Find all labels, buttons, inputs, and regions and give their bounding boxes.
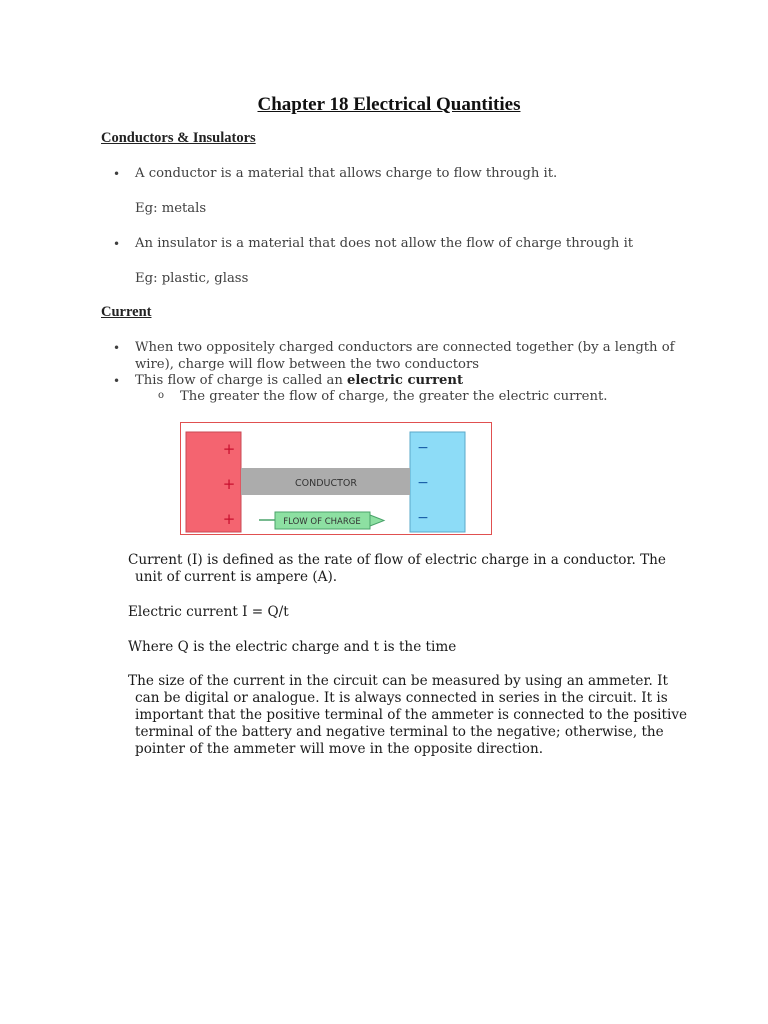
minus-sign: −	[417, 440, 429, 456]
greater-flow-subbullet: The greater the flow of charge, the greater the electric current.	[180, 389, 608, 404]
ammeter-paragraph-line: can be digital or analogue. It is always connected in series in the circuit. It is	[135, 690, 668, 706]
current-definition-line2: unit of current is ampere (A).	[135, 569, 338, 585]
bullet-marker: •	[113, 167, 121, 181]
page-title: Chapter 18 Electrical Quantities	[257, 94, 521, 115]
electric-current-bullet	[135, 372, 463, 389]
ammeter-paragraph-line: important that the positive terminal of the ammeter is connected to the positive	[135, 707, 688, 723]
insulator-example: Eg: plastic, glass	[135, 271, 249, 286]
section-heading-current: Current	[101, 304, 152, 320]
bullet-marker: •	[113, 341, 121, 355]
current-definition-line1: Current (I) is defined as the rate of flow of electric charge in a conductor. The	[128, 552, 666, 568]
electric-current-term: electric current	[347, 373, 464, 388]
conductor-label: CONDUCTOR	[294, 478, 358, 489]
current-formula: Electric current I = Q/t	[128, 604, 289, 620]
plus-sign: +	[222, 510, 236, 528]
charge-flow-diagram	[180, 422, 494, 536]
plus-sign: +	[222, 475, 236, 493]
conductor-definition: A conductor is a material that allows charge to flow through it.	[135, 166, 558, 181]
electric-current-prefix: This flow of charge is called an	[135, 373, 348, 388]
ammeter-paragraph-line: terminal of the battery and negative terminal to the negative; otherwise, the	[135, 724, 664, 740]
flow-of-charge-label: FLOW OF CHARGE	[283, 517, 361, 527]
sub-bullet-marker: o	[158, 390, 165, 401]
bullet-marker: •	[113, 374, 121, 388]
ammeter-paragraph-line: The size of the current in the circuit can be measured by using an ammeter. It	[128, 673, 668, 689]
bullet-marker: •	[113, 237, 121, 251]
insulator-definition: An insulator is a material that does not allow the flow of charge through it	[135, 236, 634, 251]
current-bullet-line1: When two oppositely charged conductors are connected together (by a length of	[135, 340, 675, 355]
ammeter-paragraph-line: pointer of the ammeter will move in the opposite direction.	[135, 741, 544, 757]
minus-sign: −	[417, 475, 429, 491]
formula-explanation: Where Q is the electric charge and t is the time	[128, 639, 457, 655]
section-heading-conductors: Conductors & Insulators	[101, 130, 256, 146]
minus-sign: −	[417, 510, 429, 526]
current-bullet-line2: wire), charge will flow between the two conductors	[135, 357, 480, 372]
conductor-example: Eg: metals	[135, 201, 207, 216]
plus-sign: +	[222, 440, 236, 458]
